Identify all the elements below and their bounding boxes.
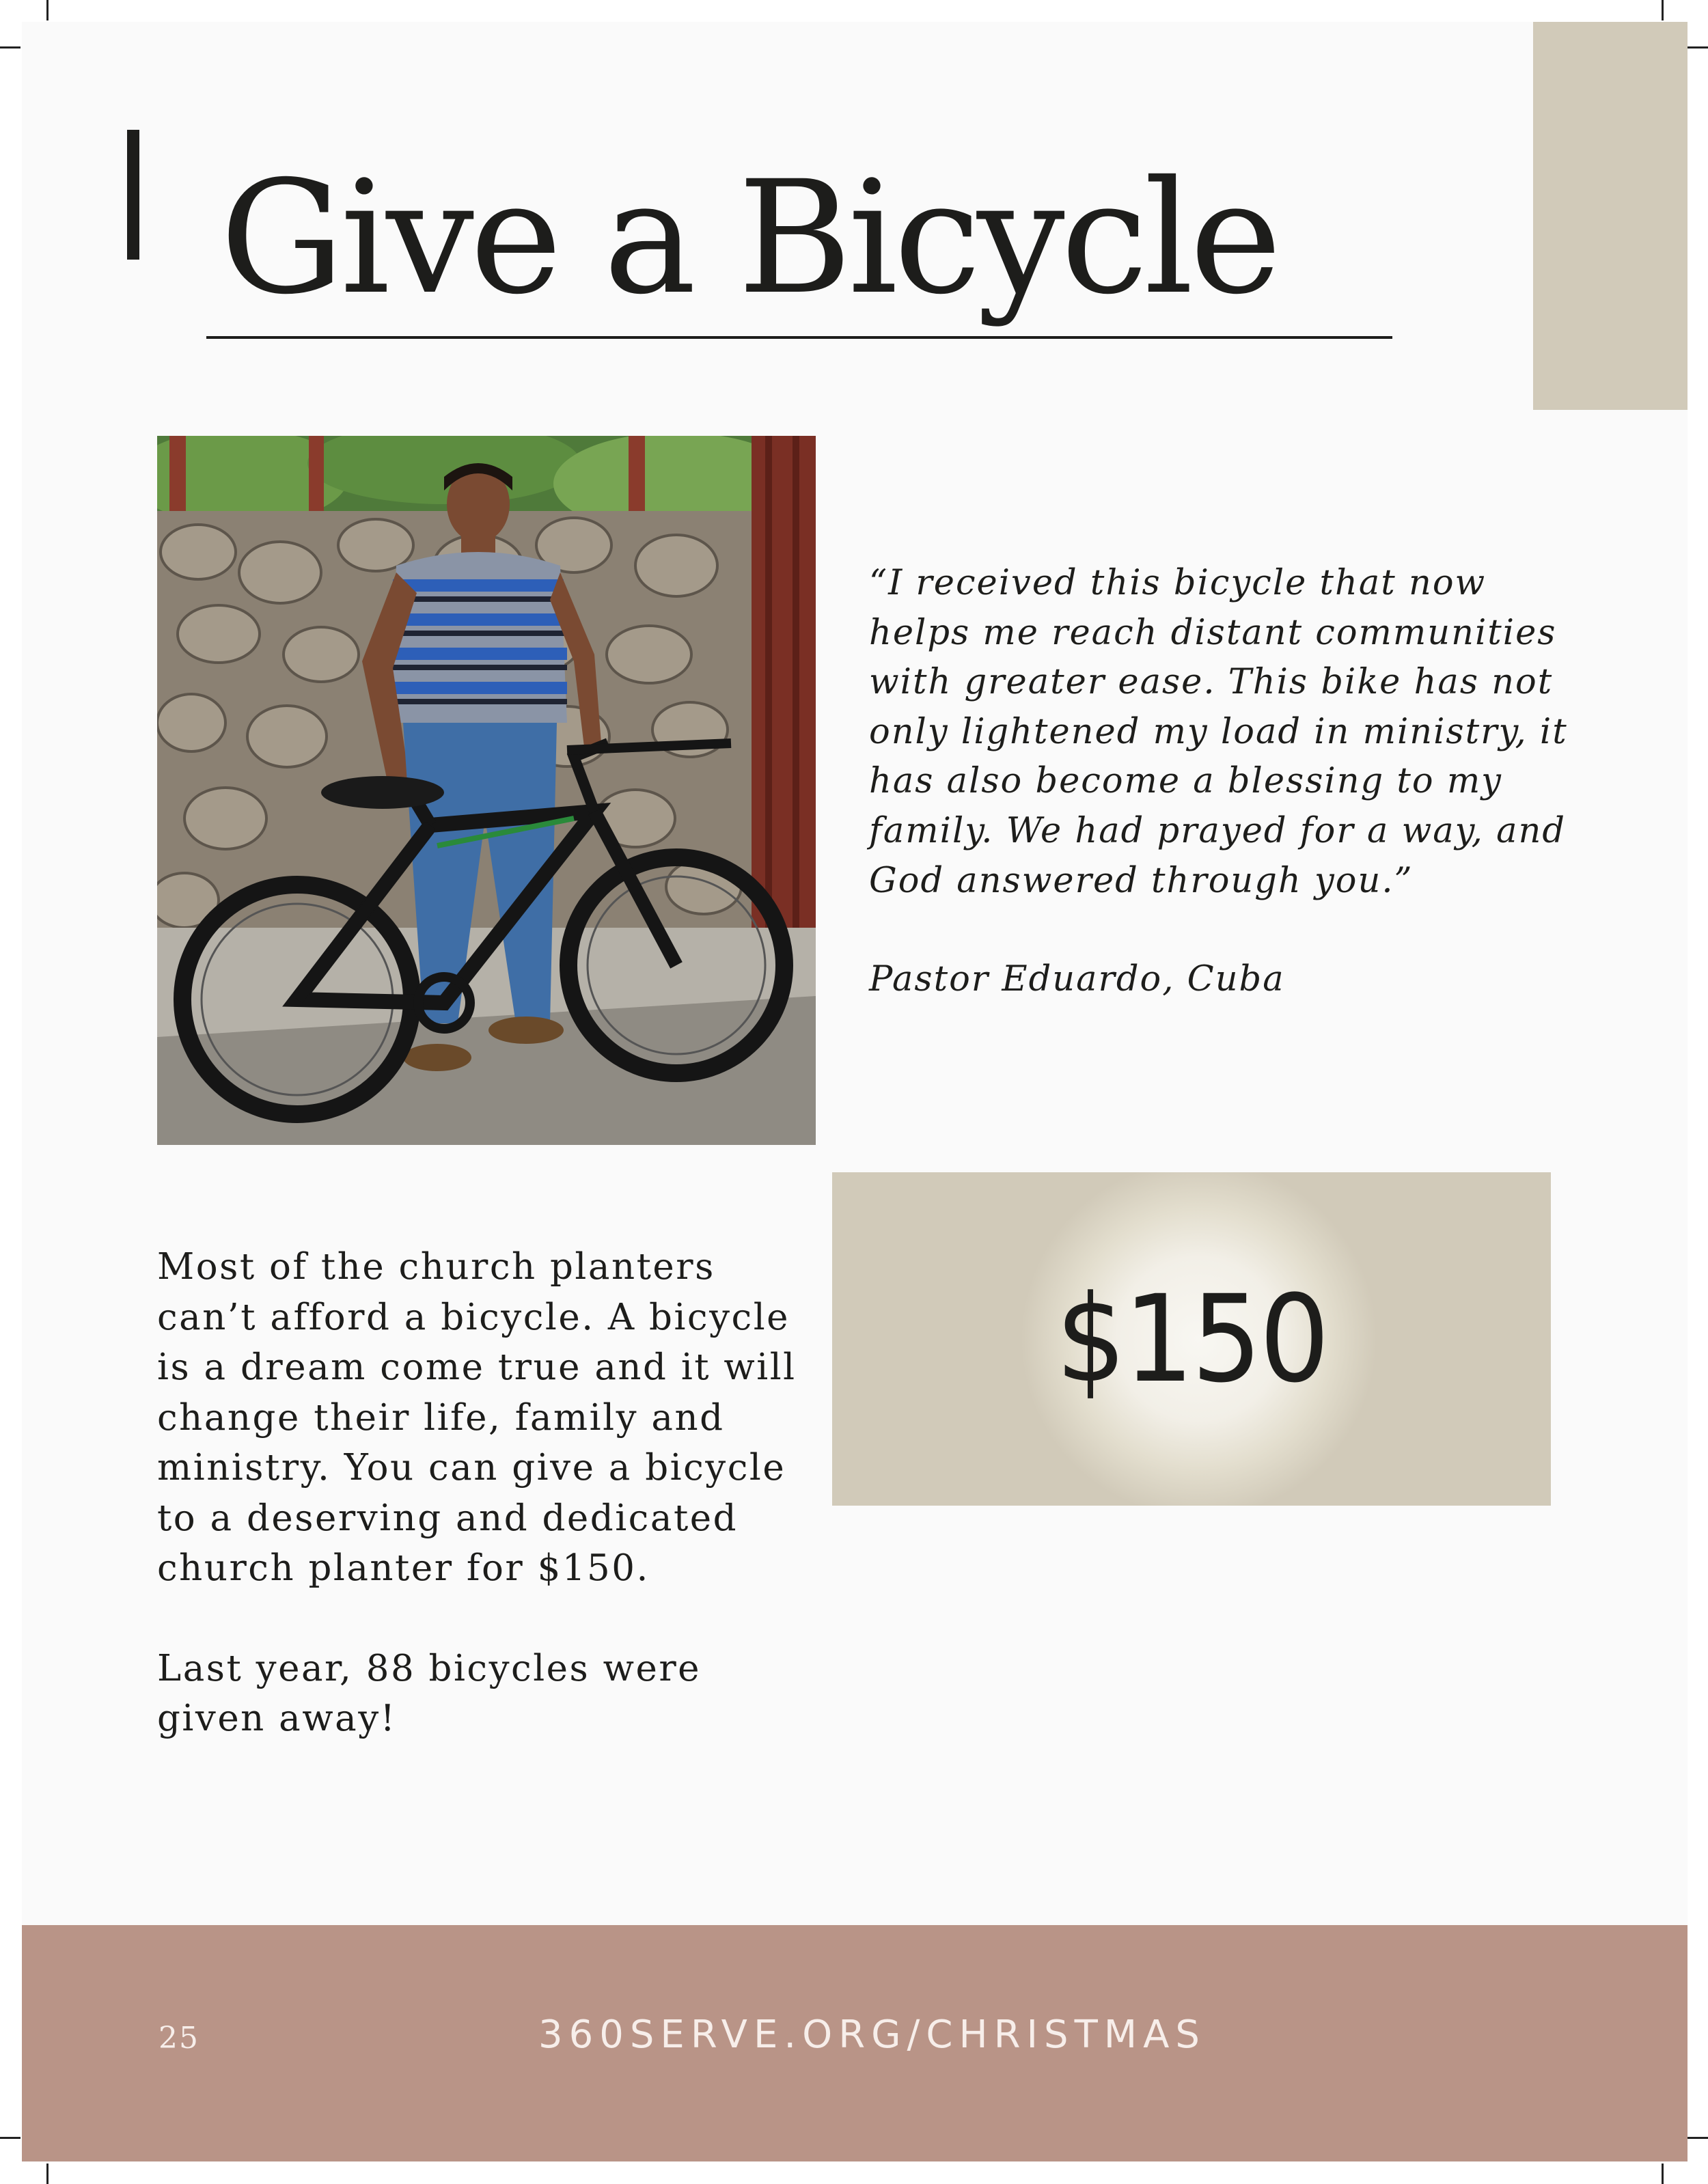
description-paragraph: Most of the church planters can’t afford a bicycle. A bicycle is a dream come true and it will change their life, family and ministry. You can give a bicycle to a deserving and dedicated church planter for $150. (157, 1246, 797, 1589)
accent-block (1533, 22, 1688, 410)
description-paragraph: Last year, 88 bicycles were given away! (157, 1647, 702, 1739)
bicycle-photo (157, 436, 816, 1145)
footer-url[interactable]: 360SERVE.ORG/CHRISTMAS (538, 2013, 1206, 2057)
crop-mark (46, 2164, 49, 2184)
crop-mark (1688, 2137, 1708, 2139)
description (157, 1242, 813, 1744)
testimonial (869, 559, 1593, 1005)
crop-mark (0, 46, 20, 49)
page-title: Give a Bicycle (220, 147, 1278, 329)
title-accent-bar (127, 130, 139, 260)
testimonial-quote: “I received this bicycle that now helps me reach distant communities with greater ease. This bike has not only lightened my load in ministry, it has also become a blessing to my family. We had prayed for a way, and God answered through you.” (869, 563, 1568, 901)
crop-mark (1662, 2164, 1664, 2184)
title-underline (206, 336, 1392, 339)
crop-mark (0, 2137, 20, 2139)
price-box (832, 1172, 1551, 1506)
testimonial-attribution: Pastor Eduardo, Cuba (869, 959, 1285, 1000)
price-amount: $150 (1056, 1269, 1327, 1409)
crop-mark (1662, 0, 1664, 20)
page-number: 25 (159, 2021, 199, 2056)
crop-mark (1688, 46, 1708, 49)
bicycle-photo-illustration (157, 436, 816, 1145)
crop-mark (46, 0, 49, 20)
